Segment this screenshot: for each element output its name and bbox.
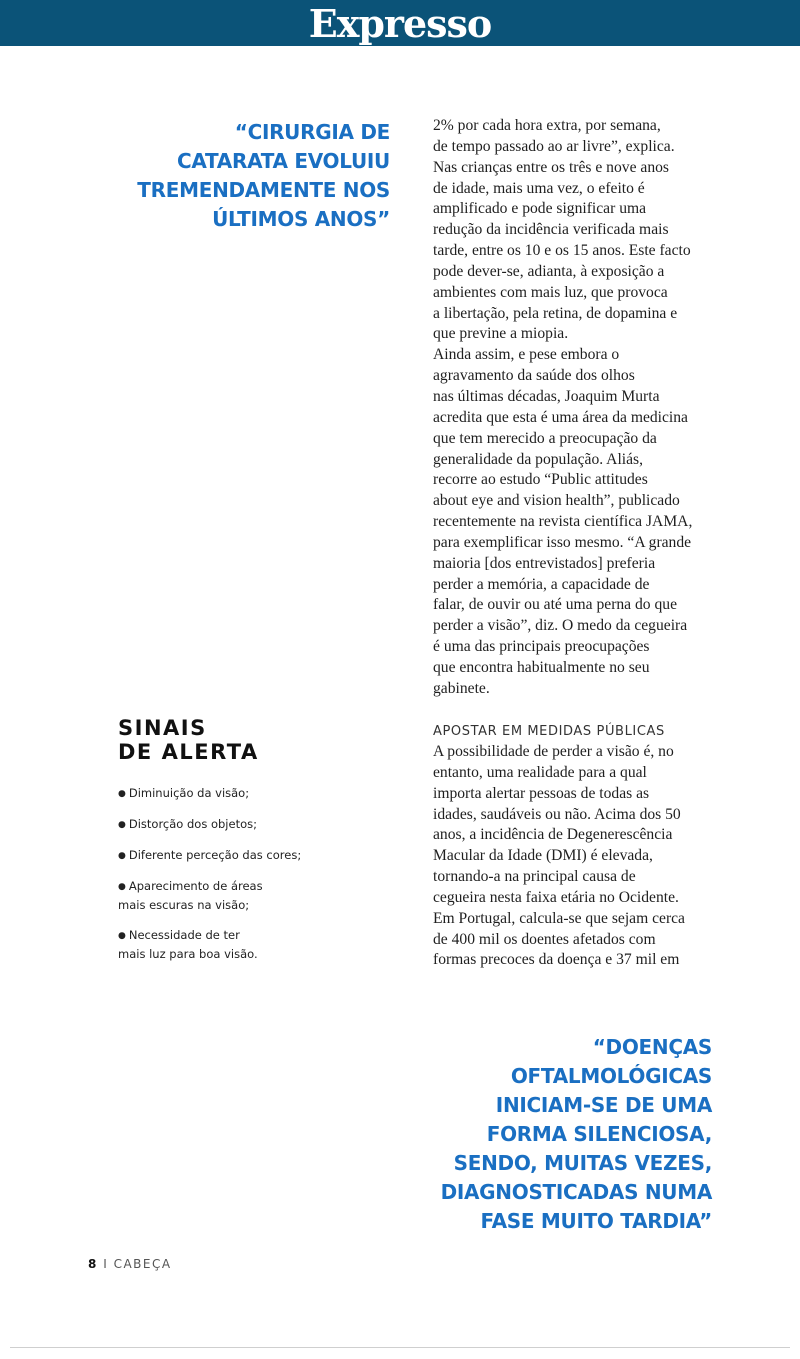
warning-sign-text: Diminuição da visão; (128, 786, 250, 800)
article-body-part2 (433, 722, 733, 971)
pull-quote-top (110, 118, 390, 234)
text-line: perder a visão”, diz. O medo da cegueira (433, 617, 688, 635)
article-body-part1 (433, 116, 733, 700)
pull-quote-line: DIAGNOSTICADAS NUMA (440, 1180, 712, 1204)
article-paragraph (433, 742, 733, 971)
text-line: cegueira nesta faixa etária no Ocidente. (433, 888, 679, 906)
warning-signs-list (118, 784, 348, 963)
sidebar-title (118, 716, 348, 764)
warning-sign-text: Aparecimento de áreas (128, 879, 263, 893)
section-name: CABEÇA (113, 1257, 172, 1271)
pull-quote-line: FORMA SILENCIOSA, (486, 1122, 712, 1146)
text-line: falar, de ouvir ou até uma perna do que (433, 596, 678, 614)
text-line: about eye and vision health”, publicado (433, 492, 680, 510)
brand-logo: Expresso (308, 1, 492, 46)
warning-sign-text: mais escuras na visão; (118, 898, 250, 912)
warning-sign-item (118, 877, 348, 914)
warning-sign-item (118, 815, 348, 834)
text-line: de tempo passado ao ar livre”, explica. (433, 137, 675, 155)
text-line: Ainda assim, e pese embora o (433, 346, 620, 364)
text-line: de 400 mil os doentes afetados com (433, 930, 656, 948)
text-line: anos, a incidência de Degenerescência (433, 826, 673, 844)
pull-quote-line: SENDO, MUITAS VEZES, (453, 1151, 712, 1175)
pull-quote-line: FASE MUITO TARDIA” (480, 1209, 712, 1233)
text-line: que previne a miopia. (433, 325, 569, 343)
text-line: tornando-a na principal causa de (433, 868, 636, 886)
text-line: de idade, mais uma vez, o efeito é (433, 179, 645, 197)
page-number: 8 (88, 1257, 98, 1271)
section-subheading: APOSTAR EM MEDIDAS PÚBLICAS (433, 724, 665, 739)
text-line: generalidade da população. Aliás, (433, 450, 643, 468)
sidebar-title-line: SINAIS (118, 716, 207, 740)
warning-signs-box (118, 716, 348, 975)
bullet-icon: ● (118, 851, 126, 861)
text-line: que tem merecido a preocupação da (433, 429, 657, 447)
warning-sign-text: Necessidade de ter (128, 928, 240, 942)
text-line: recentemente na revista científica JAMA, (433, 513, 693, 531)
bullet-icon: ● (118, 789, 126, 799)
text-line: perder a memória, a capacidade de (433, 575, 650, 593)
text-line: gabinete. (433, 679, 490, 697)
text-line: tarde, entre os 10 e os 15 anos. Este facto (433, 242, 691, 260)
text-line: redução da incidência verificada mais (433, 221, 669, 239)
warning-sign-item (118, 784, 348, 803)
text-line: importa alertar pessoas de todas as (433, 784, 650, 802)
text-line: formas precoces da doença e 37 mil em (433, 951, 680, 969)
text-line: acredita que esta é uma área da medicina (433, 408, 688, 426)
pull-quote-line: “DOENÇAS (592, 1035, 712, 1059)
text-line: maioria [dos entrevistados] preferia (433, 554, 656, 572)
text-line: amplificado e pode significar uma (433, 200, 647, 218)
warning-sign-text: mais luz para boa visão. (118, 947, 258, 961)
text-line: nas últimas décadas, Joaquim Murta (433, 387, 660, 405)
text-line: para exemplificar isso mesmo. “A grande (433, 533, 692, 551)
text-line: pode dever-se, adianta, à exposição a (433, 262, 665, 280)
text-line: A possibilidade de perder a visão é, no (433, 743, 674, 760)
bullet-icon: ● (118, 820, 126, 830)
text-line: entanto, uma realidade para a qual (433, 763, 647, 781)
footer-separator: I (103, 1257, 109, 1271)
text-line: que encontra habitualmente no seu (433, 658, 650, 676)
pull-quote-line: INICIAM-SE DE UMA (495, 1093, 712, 1117)
text-line: Nas crianças entre os três e nove anos (433, 158, 669, 176)
text-line: 2% por cada hora extra, por semana, (433, 117, 661, 134)
page-footer (88, 1257, 172, 1271)
warning-sign-text: Diferente perceção das cores; (128, 848, 302, 862)
pull-quote-bottom (410, 1033, 712, 1236)
text-line: idades, saudáveis ou não. Acima dos 50 (433, 805, 681, 823)
pull-quote-line: OFTALMOLÓGICAS (510, 1064, 712, 1088)
text-line: Macular da Idade (DMI) é elevada, (433, 847, 653, 865)
text-line: a libertação, pela retina, de dopamina e (433, 304, 678, 322)
text-line: recorre ao estudo “Public attitudes (433, 471, 648, 489)
warning-sign-item (118, 846, 348, 865)
sidebar-title-line: DE ALERTA (118, 740, 259, 764)
text-line: é uma das principais preocupações (433, 638, 650, 656)
pull-quote-line: TREMENDAMENTE NOS (137, 178, 390, 202)
bottom-divider (10, 1347, 790, 1348)
warning-sign-item (118, 926, 348, 963)
header-bar (0, 0, 800, 46)
pull-quote-line: ÚLTIMOS ANOS” (212, 207, 390, 231)
pull-quote-line: “CIRURGIA DE (234, 120, 390, 144)
warning-sign-text: Distorção dos objetos; (128, 817, 257, 831)
text-line: agravamento da saúde dos olhos (433, 367, 635, 385)
bullet-icon: ● (118, 882, 126, 892)
pull-quote-line: CATARATA EVOLUIU (177, 149, 390, 173)
text-line: ambientes com mais luz, que provoca (433, 283, 668, 301)
bullet-icon: ● (118, 931, 126, 941)
text-line: Em Portugal, calcula-se que sejam cerca (433, 909, 685, 927)
